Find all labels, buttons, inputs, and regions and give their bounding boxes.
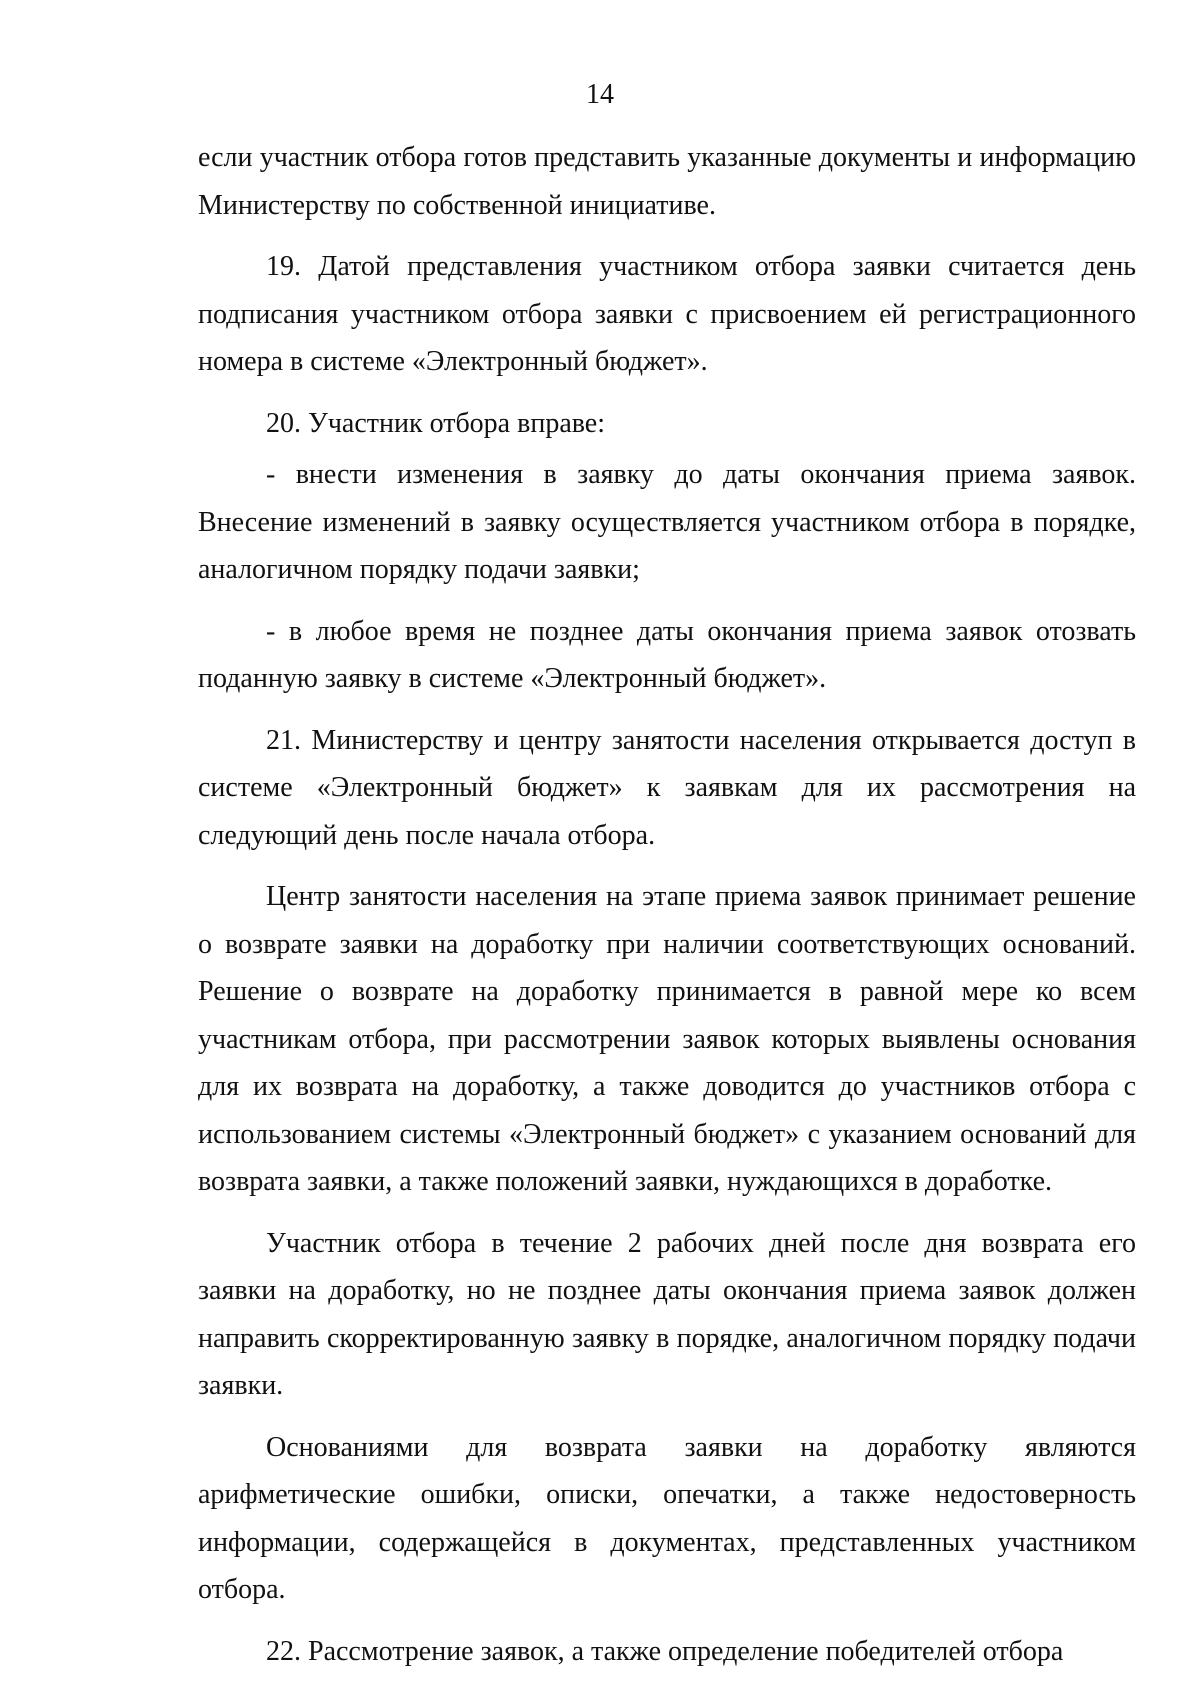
paragraph-21-return-decision: Центр занятости населения на этапе приема заявок принимает решение о возврате заявки на доработку при наличии соответствующих оснований. Решение о возврате на доработку принимается в равной мере ко всем участникам отбора, при рассмотрении заявок которых выявлены основания для их возврата на доработку, а также доводится до участников отбора с использованием системы «Электронный бюджет» с указанием оснований для возврата заявки, а также положений заявки, нуждающихся в доработке. (198, 881, 1136, 1197)
paragraph-21-resubmission: Участник отбора в течение 2 рабочих дней после дня возврата его заявки на доработку, но не позднее даты окончания приема заявок должен направить скорректированную заявку в порядке, аналогичном порядку подачи заявки. (198, 1227, 1136, 1401)
paragraph-22: 22. Рассмотрение заявок, а также определение победителей отбора (266, 1635, 1064, 1667)
paragraph-continuation: если участник отбора готов представить указанные документы и информацию Министерству по собственной инициативе. (198, 142, 1136, 221)
document-body (198, 134, 1136, 1675)
paragraph-20: 20. Участник отбора вправе: (266, 407, 606, 439)
page-number: 14 (586, 79, 614, 110)
paragraph-21: 21. Министерству и центру занятости населения открывается доступ в системе «Электронный бюджет» к заявкам для их рассмотрения на следующий день после начала отбора. (198, 724, 1136, 851)
paragraph-20-item-2: - в любое время не позднее даты окончания приема заявок отозвать поданную заявку в системе «Электронный бюджет». (198, 615, 1136, 694)
paragraph-21-grounds: Основаниями для возврата заявки на доработку являются арифметические ошибки, описки, опечатки, а также недостоверность информации, содержащейся в документах, представленных участником отбора. (198, 1431, 1136, 1605)
paragraph-19: 19. Датой представления участником отбора заявки считается день подписания участником отбора заявки с присвоением ей регистрационного номера в системе «Электронный бюджет». (198, 251, 1136, 377)
paragraph-20-item-1: - внести изменения в заявку до даты окончания приема заявок. Внесение изменений в заявку осуществляется участником отбора в порядке, аналогичном порядку подачи заявки; (198, 459, 1136, 585)
